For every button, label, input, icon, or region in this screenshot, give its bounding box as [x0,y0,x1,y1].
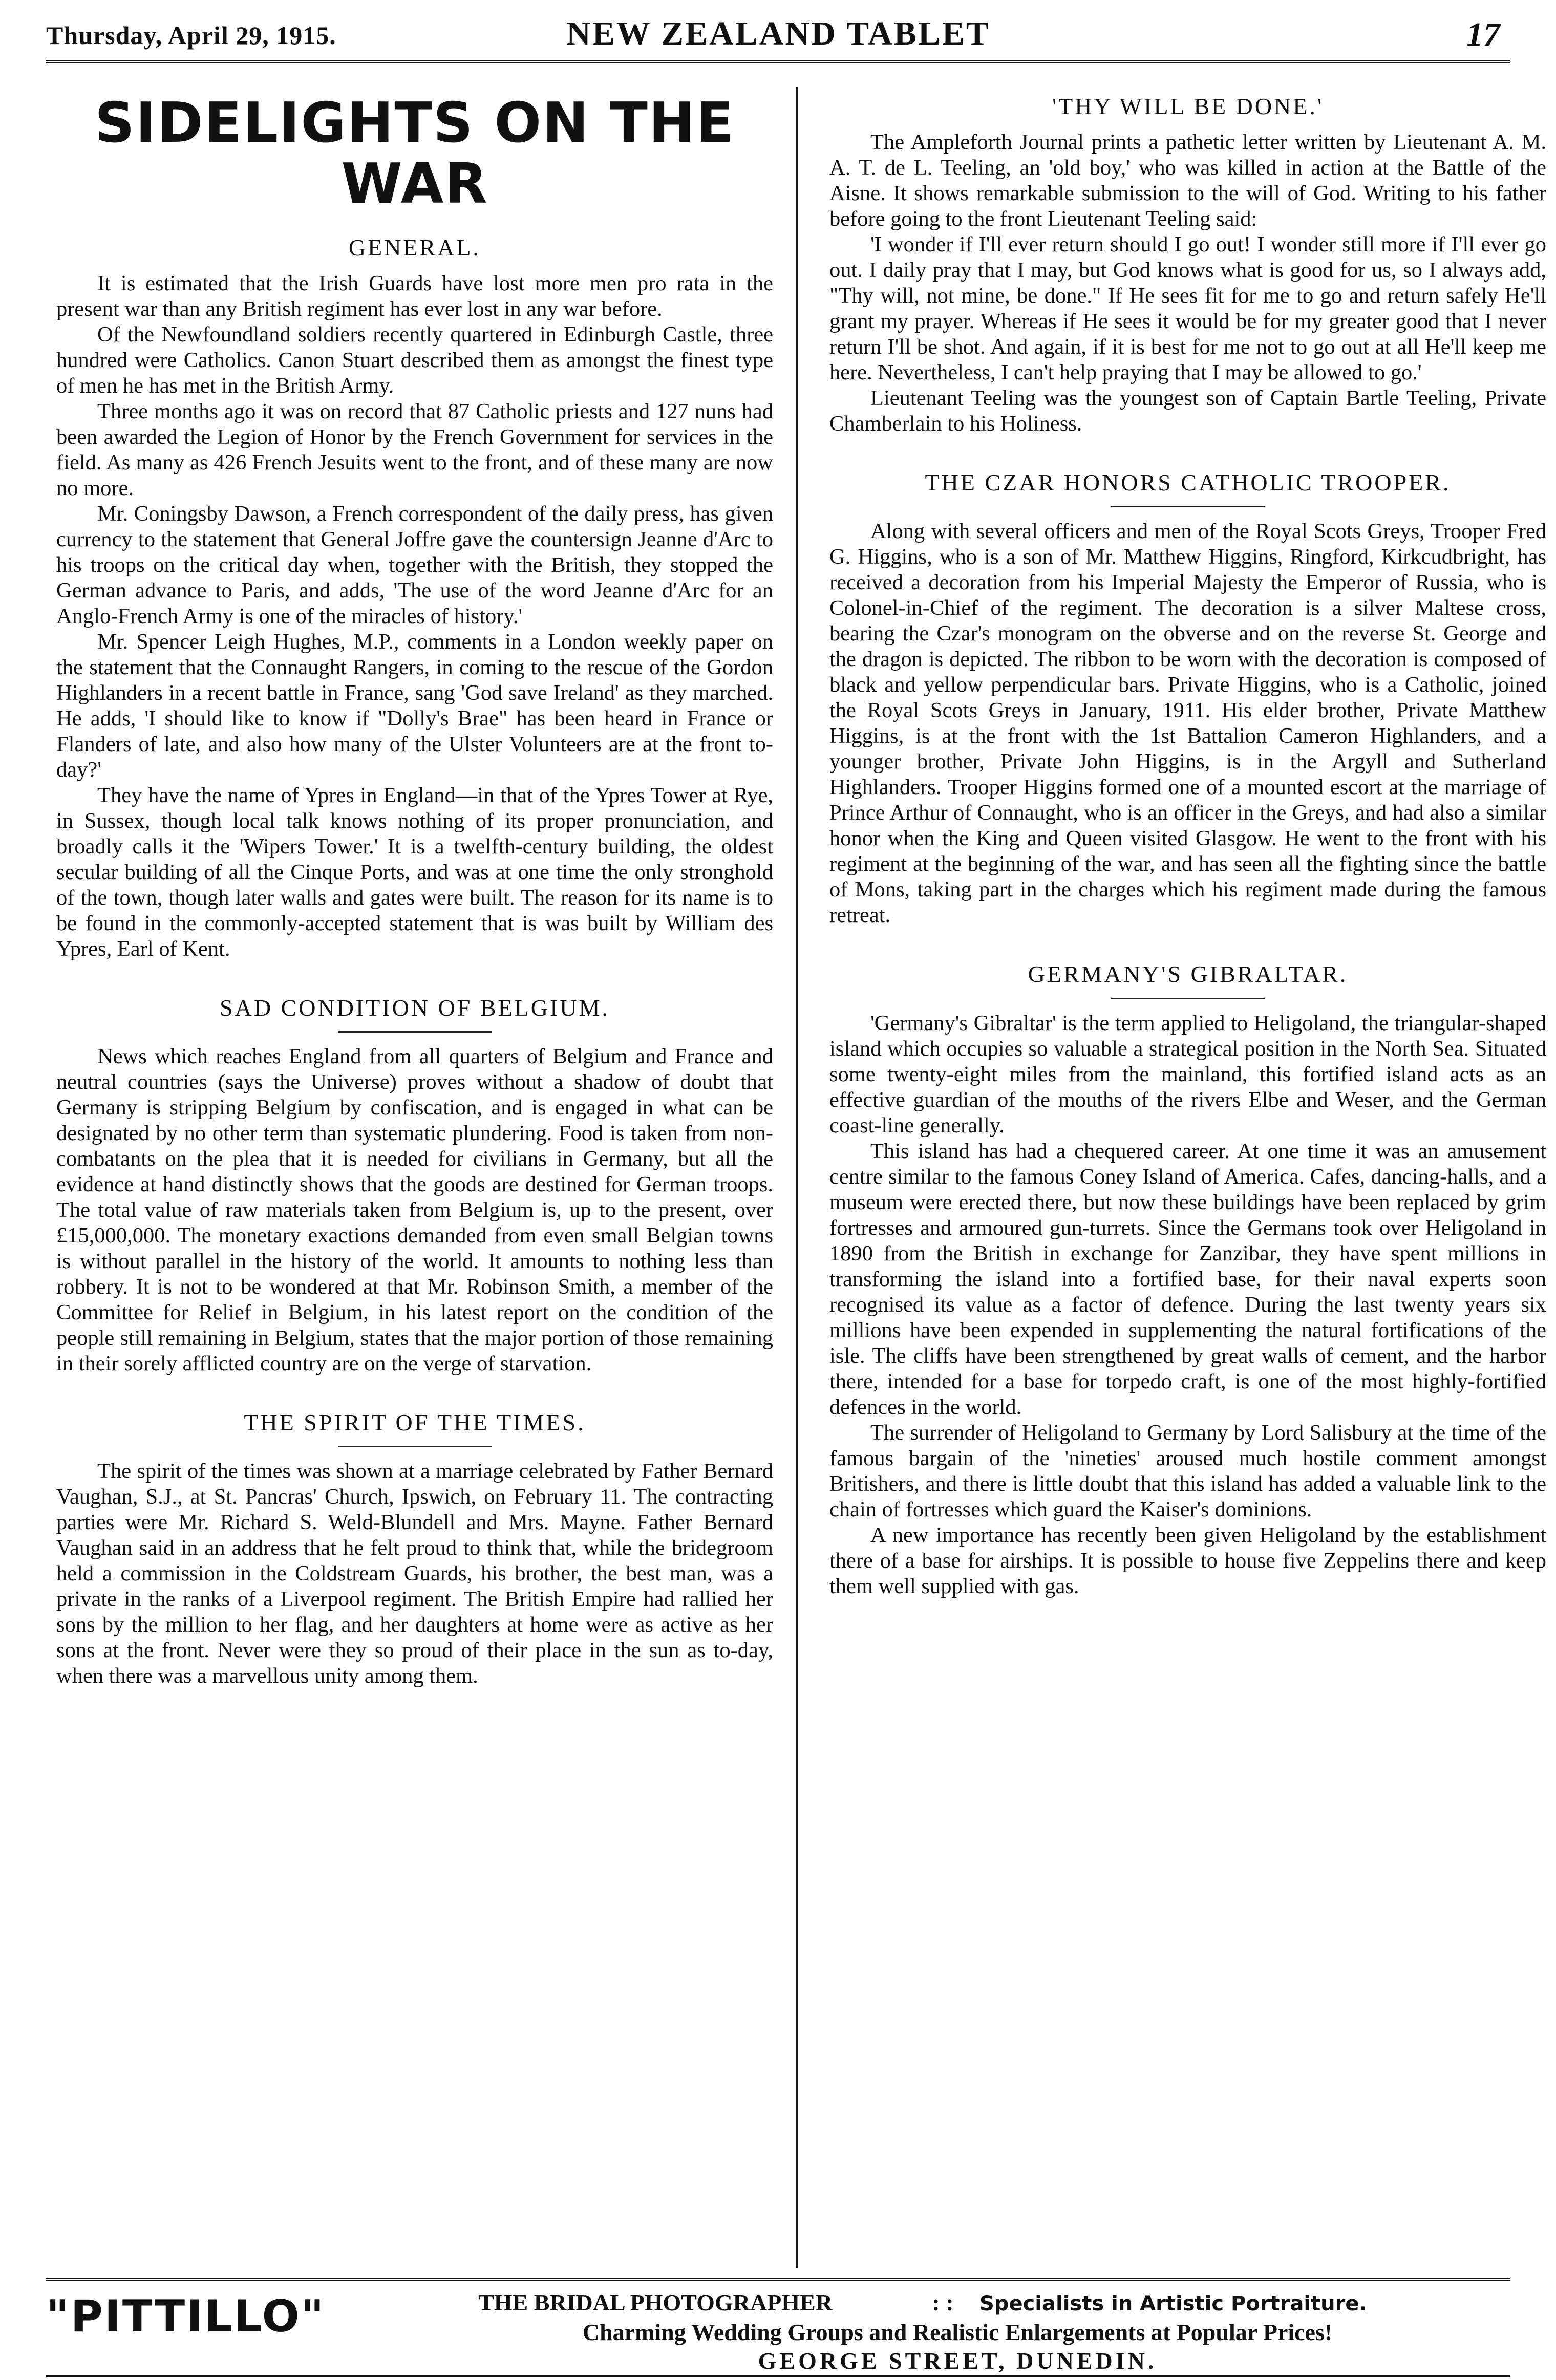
heading-rule [1111,998,1265,999]
page-masthead: SIDELIGHTS ON THE WAR [94,91,735,216]
footer-bottom-rule [46,2375,1510,2377]
footer-rule [46,2278,1510,2281]
article-paragraph: The surrender of Heligoland to Germany by Lord Salisbury at the time of the famous bargain of the 'nineties' aroused much hostile comment amongst Britishers, and there is little doubt that this island has added a valuable link to the chain of fortresses which guard the Kaiser's dominions. [829,1420,1546,1521]
article-paragraph: This island has had a chequered career. At one time it was an amusement centre similar to the famous Coney Island of America. Cafes, dancing-halls, and a museum were erected there, but now these buildings have been replaced by grim fortresses and armoured gun-turrets. Since the Germans took over Heligoland in 1890 from the British in exchange for Zanzibar, they have spent millions in transforming the island into a fortified base, for their naval experts soon recognised its value as a factor of defence. During the last twenty years six millions have been expended in supplementing the natural fortifications of the isle. The cliffs have been strengthened by great walls of cement, and the harbor there, intended for a base for torpedo craft, is one of the most highly-fortified defences in the world. [829,1139,1546,1419]
ad-address: GEORGE STREET, DUNEDIN. [758,2348,1157,2374]
advertisement [404,2288,1510,2375]
issue-date: Thursday, April 29, 1915. [46,21,336,50]
article-paragraph: A new importance has recently been given Heligoland by the establishment there of a base for airships. It is possible to house five Zeppelins there and keep them well supplied with gas. [829,1523,1546,1598]
article-paragraph: They have the name of Ypres in England—in that of the Ypres Tower at Rye, in Sussex, though local talk knows nothing of its proper pronunciation, and broadly calls it the 'Wipers Tower.' It is a twelfth-century building, the oldest secular building of all the Cinque Ports, and was at one time the only stronghold of the town, though later walls and gates were built. The reason for its name is to be found in the commonly-accepted statement that is was built by William des Ypres, Earl of Kent. [56,783,773,961]
heading-rule [1111,506,1265,507]
section-heading-general: GENERAL. [348,234,481,261]
heading-rule [338,1031,492,1033]
article-paragraph: It is estimated that the Irish Guards have lost more men pro rata in the present war than any British regiment has ever lost in any war before. [56,271,773,321]
publication-title: NEW ZEALAND TABLET [566,15,990,52]
article-paragraph: The spirit of the times was shown at a marriage celebrated by Father Bernard Vaughan, S.J., at St. Pancras' Church, Ipswich, on February 11. The contracting parties were Mr. Richard S. Weld-Blundell and Mrs. Mayne. Father Bernard Vaughan said in an address that he felt proud to think that, while the bridegroom held a commission in the Coldstream Guards, his brother, the best man, was a private in the ranks of a Liverpool regiment. The British Empire had rallied her sons by the million to her flag, and her daughters at home were as active as her sons at the front. Never were they so proud of their place in the sun as to-day, when there was a marvellous unity among them. [56,1459,773,1688]
heading-rule [338,1446,492,1447]
section-heading-gibraltar: GERMANY'S GIBRALTAR. [1028,961,1348,988]
ad-tagline: Charming Wedding Groups and Realistic Enlargements at Popular Prices! [582,2319,1333,2345]
article-paragraph: News which reaches England from all quarters of Belgium and France and neutral countries (says the Universe) proves without a shadow of doubt that Germany is stripping Belgium by confiscation, and is engaged in what can be designated by no other term than systematic plundering. Food is taken from non-combatants on the plea that it is needed for civilians in Germany, but all the evidence at hand distinctly shows that the goods are destined for German troops. The total value of raw materials taken from Belgium is, up to the present, over £15,000,000. The monetary exactions demanded from even small Belgian towns is without parallel in the history of the world. It amounts to nothing less than robbery. It is not to be wondered at that Mr. Robinson Smith, a member of the Committee for Relief in Belgium, in his latest report on the condition of the people still remaining in Belgium, states that the major portion of those remaining in their sorely afflicted country are on the verge of starvation. [56,1044,773,1376]
running-head [46,14,1510,55]
article-paragraph: Lieutenant Teeling was the youngest son of Captain Bartle Teeling, Private Chamberlain to his Holiness. [829,386,1546,436]
advertiser-name: "PITTILLO" [46,2291,326,2342]
article-paragraph: The Ampleforth Journal prints a pathetic letter written by Lieutenant A. M. A. T. de L. Teeling, an 'old boy,' who was killed in action at the Battle of the Aisne. It shows remarkable submission to the will of God. Writing to his father before going to the front Lieutenant Teeling said: [829,130,1546,231]
ad-title: THE BRIDAL PHOTOGRAPHER [478,2289,833,2315]
article-paragraph: Mr. Coningsby Dawson, a French correspondent of the daily press, has given currency to the statement that General Joffre gave the countersign Jeanne d'Arc to his troops on the critical day when, together with the British, they stopped the German advance to Paris, and adds, 'The use of the word Jeanne d'Arc for an Anglo-French Army is one of the miracles of history.' [56,501,773,628]
ad-separator: : : [932,2289,954,2315]
page-number: 17 [1466,16,1500,53]
article-paragraph: 'I wonder if I'll ever return should I go out! I wonder still more if I'll ever go out. I daily pray that I may, but God knows what is good for us, so I always add, "Thy will, not mine, be done." If He sees fit for me to go and return safely He'll grant my prayer. Whereas if He sees it would be for my greater good that I never return I'll be shot. And again, if it is best for me not to go out at all He'll keep me here. Nevertheless, I can't help praying that I may be allowed to go.' [829,232,1546,385]
article-paragraph: Of the Newfoundland soldiers recently quartered in Edinburgh Castle, three hundred were Catholics. Canon Stuart described them as amongst the finest type of men he has met in the British Army. [56,322,773,398]
article-paragraph: 'Germany's Gibraltar' is the term applied to Heligoland, the triangular-shaped island which occupies so valuable a strategical position in the North Sea. Situated some twenty-eight miles from the mainland, this fortified island acts as an effective guardian of the mouths of the rivers Elbe and Weser, and the German coast-line generally. [829,1011,1546,1138]
section-heading-belgium: SAD CONDITION OF BELGIUM. [220,994,610,1021]
section-heading-czar: THE CZAR HONORS CATHOLIC TROOPER. [925,469,1451,496]
left-column [56,87,773,1689]
article-paragraph: Along with several officers and men of the Royal Scots Greys, Trooper Fred G. Higgins, who is a son of Mr. Matthew Higgins, Ringford, Kirkcudbright, has received a decoration from his Imperial Majesty the Emperor of Russia, who is Colonel-in-Chief of the regiment. The decoration is a silver Maltese cross, bearing the Czar's monogram on the obverse and on the reverse St. George and the dragon is depicted. The ribbon to be worn with the decoration is composed of black and yellow perpendicular bars. Private Higgins, who is a Catholic, joined the Royal Scots Greys in January, 1911. His elder brother, Private Matthew Higgins, is at the front with the 1st Battalion Cameron Highlanders, and a younger brother, Private John Higgins, is in the Argyll and Sutherland Highlanders. Trooper Higgins formed one of a mounted escort at the marriage of Prince Arthur of Connaught, who is an officer in the Greys, and had also a similar honor when the King and Queen visited Glasgow. He went to the front with his regiment at the beginning of the war, and has seen all the fighting since the battle of Mons, taking part in the charges which his regiment made during the famous retreat. [829,519,1546,928]
newspaper-page [46,10,1546,2374]
column-divider [796,87,798,2268]
ad-speciality: Specialists in Artistic Portraiture. [979,2292,1367,2315]
right-column [829,87,1546,1599]
article-paragraph: Three months ago it was on record that 87 Catholic priests and 127 nuns had been awarded the Legion of Honor by the French Government for services in the field. As many as 426 French Jesuits went to the front, and of these many are now no more. [56,399,773,500]
header-rule [46,60,1510,63]
section-heading-thy-will: 'THY WILL BE DONE.' [1052,93,1324,119]
article-paragraph: Mr. Spencer Leigh Hughes, M.P., comments in a London weekly paper on the statement that the Connaught Rangers, in coming to the rescue of the Gordon Highlanders in a recent battle in France, sang 'God save Ireland' as they marched. He adds, 'I should like to know if "Dolly's Brae" has been heard in France or Flanders of late, and also how many of the Ulster Volunteers are at the front to-day?' [56,629,773,782]
section-heading-spirit: THE SPIRIT OF THE TIMES. [244,1409,586,1435]
